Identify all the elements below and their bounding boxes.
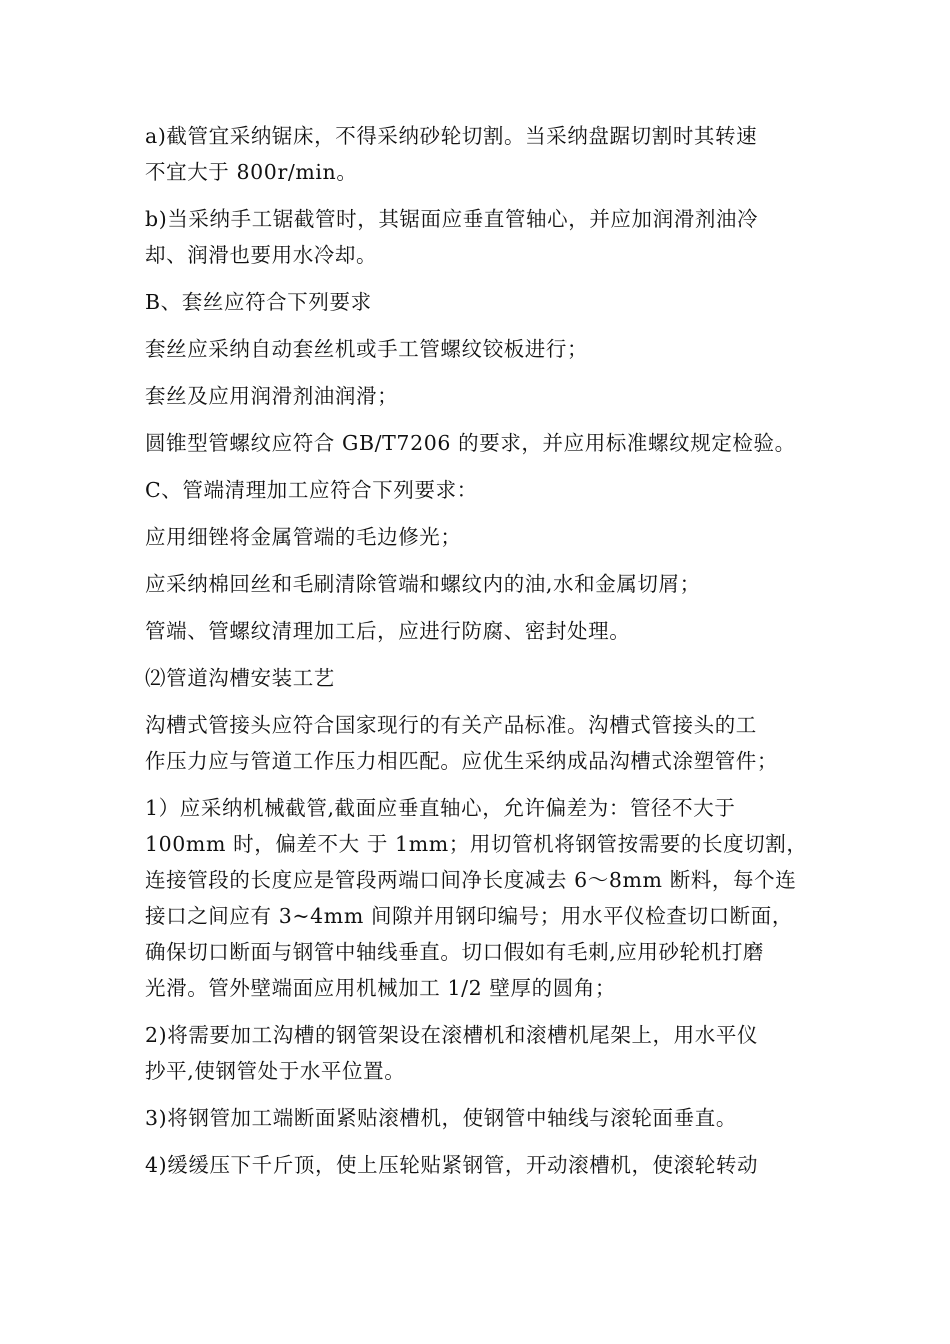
text-line: 应用细锉将金属管端的毛边修光； <box>145 525 462 549</box>
heading-threading-requirements <box>145 284 810 320</box>
text-line: 连接管段的长度应是管段两端口间净长度减去 6～8mm 断料，每个连 <box>145 868 797 892</box>
text-line: 管端、管螺纹清理加工后，应进行防腐、密封处理。 <box>145 619 631 643</box>
paragraph-a-cutting <box>145 118 810 190</box>
text-line: 2)将需要加工沟槽的钢管架设在滚槽机和滚槽机尾架上，用水平仪 <box>145 1023 759 1047</box>
paragraph-step-4-pressing <box>145 1147 810 1183</box>
text-line: 1）应采纳机械截管,截面应垂直轴心，允许偏差为：管径不大于 <box>145 796 736 820</box>
paragraph-groove-joint-standard <box>145 707 810 779</box>
heading-pipe-end-cleaning <box>145 472 810 508</box>
paragraph-file-burrs <box>145 519 810 555</box>
paragraph-threading-lubrication <box>145 378 810 414</box>
paragraph-b-hand-saw <box>145 201 810 273</box>
paragraph-clean-oil-water <box>145 566 810 602</box>
text-line: B、套丝应符合下列要求 <box>145 290 372 314</box>
text-line: a)截管宜采纳锯床，不得采纳砂轮切割。当采纳盘踞切割时其转速 <box>145 124 758 148</box>
text-line: ⑵管道沟槽安装工艺 <box>145 666 335 690</box>
text-line: 4)缓缓压下千斤顶，使上压轮贴紧钢管，开动滚槽机，使滚轮转动 <box>145 1153 759 1177</box>
text-line: 却、润滑也要用水冷却。 <box>145 243 378 267</box>
text-line: 3)将钢管加工端断面紧贴滚槽机，使钢管中轴线与滚轮面垂直。 <box>145 1106 737 1130</box>
text-line: 100mm 时，偏差不大 于 1mm；用切管机将钢管按需要的长度切割， <box>145 832 808 856</box>
text-line: b)当采纳手工锯截管时，其锯面应垂直管轴心，并应加润滑剂油冷 <box>145 207 759 231</box>
document-body <box>145 118 810 1194</box>
paragraph-anticorrosion <box>145 613 810 649</box>
text-line: 应采纳棉回丝和毛刷清除管端和螺纹内的油,水和金属切屑； <box>145 572 701 596</box>
text-line: C、管端清理加工应符合下列要求： <box>145 478 478 502</box>
text-line: 沟槽式管接头应符合国家现行的有关产品标准。沟槽式管接头的工 <box>145 713 757 737</box>
text-line: 套丝及应用润滑剂油润滑； <box>145 384 399 408</box>
paragraph-step-1-cutting <box>145 790 810 1006</box>
paragraph-threading-machine <box>145 331 810 367</box>
text-line: 抄平,使钢管处于水平位置。 <box>145 1059 406 1083</box>
text-line: 作压力应与管道工作压力相匹配。应优生采纳成品沟槽式涂塑管件； <box>145 749 778 773</box>
paragraph-step-2-mounting <box>145 1017 810 1089</box>
text-line: 确保切口断面与钢管中轴线垂直。切口假如有毛刺,应用砂轮机打磨 <box>145 940 765 964</box>
paragraph-step-3-alignment <box>145 1100 810 1136</box>
text-line: 光滑。管外壁端面应用机械加工 1/2 壁厚的圆角； <box>145 976 617 1000</box>
text-line: 不宜大于 800r/min。 <box>145 160 358 184</box>
paragraph-taper-thread-standard <box>145 425 810 461</box>
text-line: 圆锥型管螺纹应符合 GB/T7206 的要求，并应用标准螺纹规定检验。 <box>145 431 796 455</box>
heading-groove-installation <box>145 660 810 696</box>
text-line: 套丝应采纳自动套丝机或手工管螺纹铰板进行； <box>145 337 589 361</box>
text-line: 接口之间应有 3~4mm 间隙并用钢印编号；用水平仪检查切口断面， <box>145 904 793 928</box>
